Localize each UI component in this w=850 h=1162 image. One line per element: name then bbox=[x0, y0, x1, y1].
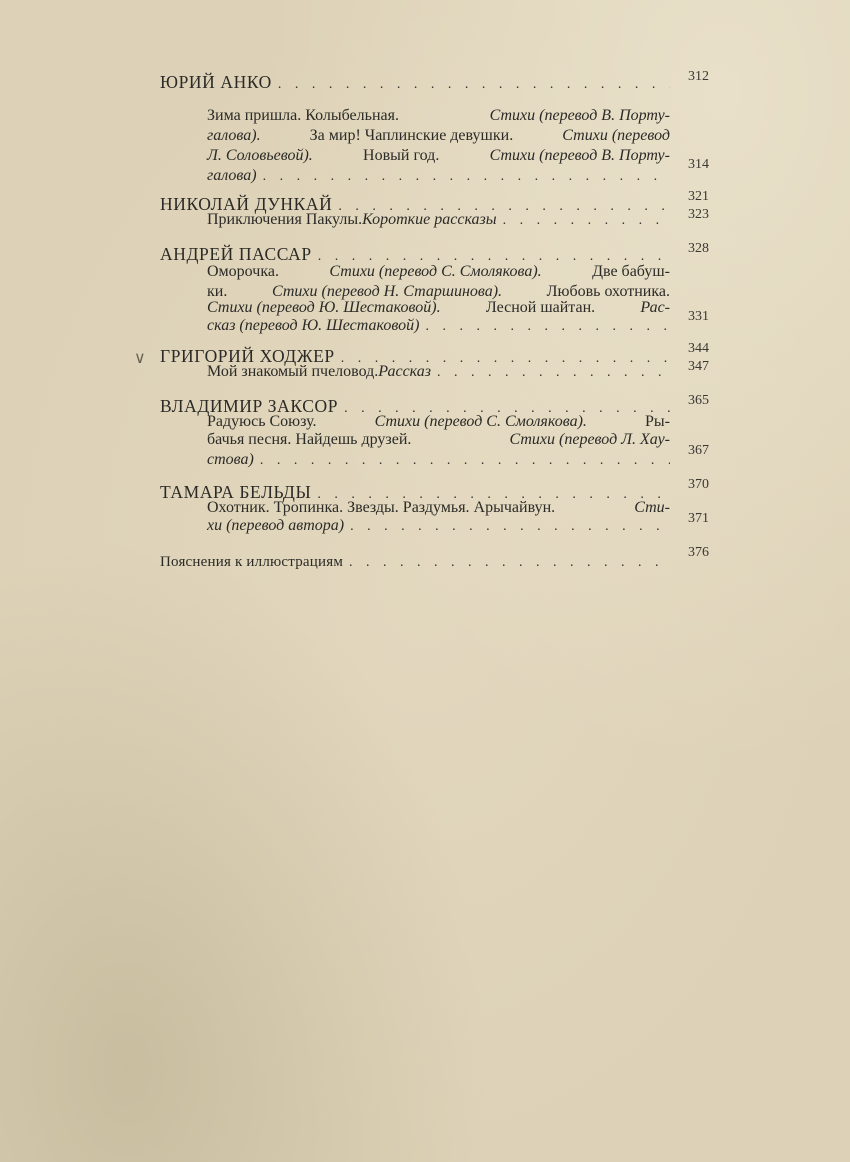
page-number: 344 bbox=[688, 341, 709, 356]
toc-items-line: Зима пришла. Колыбельная. Стихи (перевод В. Порту- bbox=[207, 107, 670, 124]
page-number: 370 bbox=[688, 477, 709, 492]
toc-items-line[interactable]: Приключения Пакулы. Короткие рассказы . . . bbox=[207, 210, 670, 230]
toc-items-line[interactable]: Мой знакомый пчеловод. Рассказ . . . bbox=[207, 362, 670, 382]
page-number: 328 bbox=[688, 241, 709, 256]
toc-items-line: Охотник. Тропинка. Звезды. Раздумья. Арычайвун. Сти- bbox=[207, 499, 670, 516]
dot-leader bbox=[278, 75, 670, 95]
author-name: НИКОЛАЙ ДУНКАЙ bbox=[160, 194, 333, 214]
toc-entry-anko[interactable] bbox=[160, 72, 670, 92]
toc-items-line: галова). За мир! Чаплинские девушки. Стихи (перевод bbox=[207, 127, 670, 144]
page-number: 312 bbox=[688, 69, 709, 84]
author-name: АНДРЕЙ ПАССАР bbox=[160, 244, 312, 264]
page-number: 347 bbox=[688, 359, 709, 374]
toc-items-line[interactable]: сказ (перевод Ю. Шестаковой) . . . bbox=[207, 316, 670, 336]
page-number: 365 bbox=[688, 393, 709, 408]
dot-leader bbox=[503, 211, 670, 231]
toc-items-line[interactable]: хи (перевод автора) . . . bbox=[207, 516, 670, 536]
toc-items-line: Радуюсь Союзу. Стихи (перевод С. Смолякова). Ры- bbox=[207, 413, 670, 430]
pencil-mark-icon: ∨ bbox=[134, 350, 146, 367]
dot-leader bbox=[349, 553, 670, 573]
author-name: ЮРИЙ АНКО bbox=[160, 72, 272, 92]
page-number: 314 bbox=[688, 157, 709, 172]
dot-leader bbox=[350, 517, 670, 537]
page-number: 321 bbox=[688, 189, 709, 204]
author-name: ТАМАРА БЕЛЬДЫ bbox=[160, 482, 312, 502]
page-number: 331 bbox=[688, 309, 709, 324]
toc-entry-passar[interactable] bbox=[160, 244, 670, 264]
toc-items-line[interactable]: стова) . . . bbox=[207, 450, 670, 470]
toc-items-line: бачья песня. Найдешь друзей. Стихи (перевод Л. Хау- bbox=[207, 431, 670, 448]
dot-leader bbox=[260, 451, 670, 471]
toc-items-line: ки. Стихи (перевод Н. Старшинова). Любовь охотника. bbox=[207, 283, 670, 300]
dot-leader bbox=[437, 363, 670, 383]
page-number: 371 bbox=[688, 511, 709, 526]
toc-items-line: Л. Соловьевой). Новый год. Стихи (перевод В. Порту- bbox=[207, 147, 670, 164]
toc-items-line: Оморочка. Стихи (перевод С. Смолякова). Две бабуш- bbox=[207, 263, 670, 280]
toc-entry-illustrations[interactable] bbox=[160, 552, 670, 572]
page-number: 376 bbox=[688, 545, 709, 560]
author-name: ГРИГОРИЙ ХОДЖЕР bbox=[160, 346, 335, 366]
dot-leader bbox=[263, 167, 670, 187]
toc-items-line: Стихи (перевод Ю. Шестаковой). Лесной шайтан. Рас- bbox=[207, 299, 670, 316]
section-title: Пояснения к иллюстрациям bbox=[160, 554, 344, 570]
page-number: 323 bbox=[688, 207, 709, 222]
toc-items-line[interactable]: галова) . . . bbox=[207, 166, 670, 186]
author-name: ВЛАДИМИР ЗАКСОР bbox=[160, 396, 339, 416]
dot-leader bbox=[425, 317, 670, 337]
page-number: 367 bbox=[688, 443, 709, 458]
